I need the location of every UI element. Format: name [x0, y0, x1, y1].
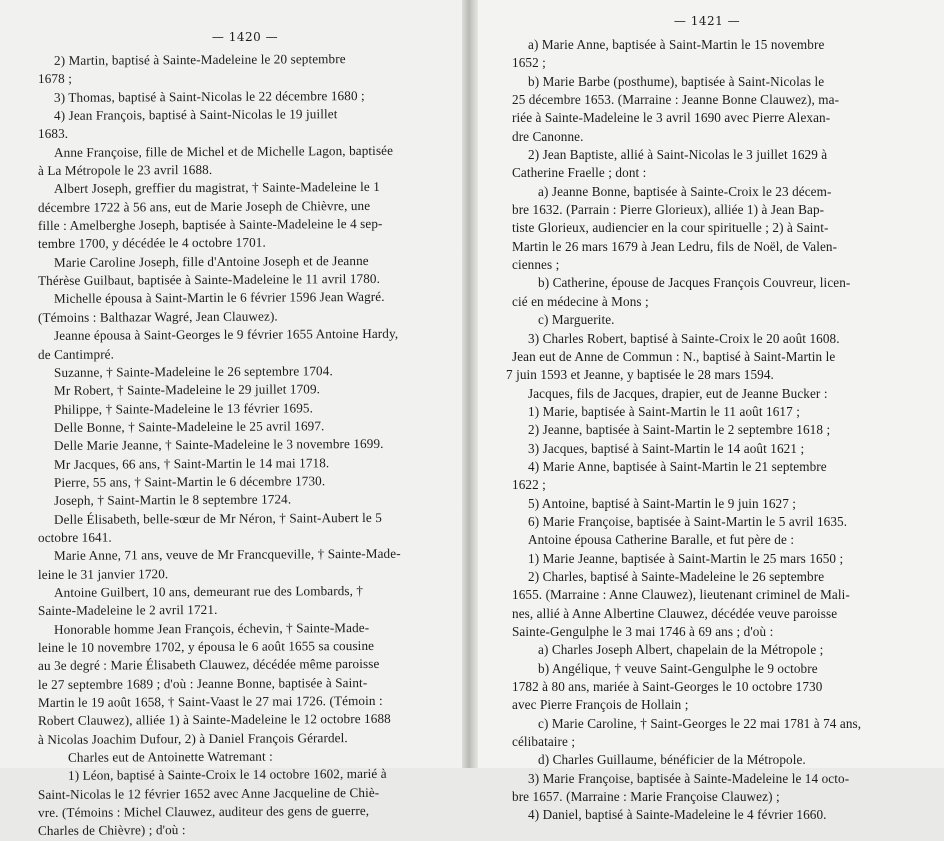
book-gutter: [462, 0, 478, 768]
text-line: vre. (Témoins : Michel Clauwez, auditeur des gens de guerre,: [37, 803, 370, 821]
text-line: Robert Clauwez), alliée 1) à Sainte-Madeleine le 12 octobre 1688: [37, 711, 391, 729]
text-line: 3) Charles Robert, baptisé à Sainte-Croix le 20 août 1608.: [528, 330, 840, 346]
text-line: c) Marie Caroline, † Saint-Georges le 22 mai 1781 à 74 ans,: [538, 715, 862, 731]
text-line: 5) Antoine, baptisé à Saint-Martin le 9 juin 1627 ;: [528, 495, 797, 511]
text-line: a) Marie Anne, baptisée à Saint-Martin le 15 novembre: [528, 37, 825, 52]
text-line: Martin le 26 mars 1679 à Jean Ledru, fils de Noël, de Valen-: [512, 238, 838, 254]
page-number: — 1421 —: [673, 14, 741, 28]
right-page: [470, 0, 944, 823]
text-line: bre 1657. (Marraine : Marie Françoise Clauwez) ;: [512, 789, 780, 805]
text-line: 3) Thomas, baptisé à Saint-Nicolas le 22 décembre 1680 ;: [53, 87, 365, 105]
text-line: Delle Marie Jeanne, † Sainte-Madeleine le 3 novembre 1699.: [53, 436, 384, 454]
text-line: tembre 1700, y décédée le 4 octobre 1701.: [37, 235, 266, 252]
text-line: Charles eut de Antoinette Watremant :: [67, 748, 273, 765]
text-line: bre 1632. (Parrain : Pierre Glorieux), alliée 1) à Jean Bap-: [512, 202, 825, 218]
left-page: [0, 0, 470, 839]
text-line: 1) Marie Jeanne, baptisée à Saint-Martin le 25 mars 1650 ;: [528, 550, 844, 566]
text-line: 1622 ;: [512, 477, 546, 493]
text-line: b) Catherine, épouse de Jacques François Couvreur, licen-: [538, 275, 851, 291]
text-line: 1652 ;: [512, 55, 546, 71]
text-line: dre Canonne.: [512, 128, 584, 144]
text-line: Delle Élisabeth, belle-sœur de Mr Néron, † Saint-Aubert le 5: [53, 509, 382, 527]
text-line: 4) Marie Anne, baptisée à Saint-Martin le 21 septembre: [528, 458, 827, 474]
text-line: Joseph, † Saint-Martin le 8 septembre 1724.: [53, 491, 292, 509]
text-line: Delle Bonne, † Sainte-Madeleine le 25 avril 1697.: [53, 418, 325, 435]
text-line: 1655. (Marraine : Anne Clauwez), lieutenant criminel de Mali-: [512, 587, 850, 603]
text-line: c) Marguerite.: [538, 312, 615, 328]
text-line: 1) Léon, baptisé à Sainte-Croix le 14 octobre 1602, marié à: [67, 766, 387, 784]
text-line: avec Pierre François de Hollain ;: [512, 697, 689, 713]
text-line: 2) Jean Baptiste, allié à Saint-Nicolas le 3 juillet 1629 à: [528, 147, 828, 163]
text-line: Mr Jacques, 66 ans, † Saint-Martin le 14 mai 1718.: [53, 454, 330, 472]
text-line: 1683.: [37, 126, 69, 142]
text-line: ciennes ;: [512, 257, 560, 273]
text-line: tiste Glorieux, audiencier en la cour spirituelle ; 2) à Saint-: [512, 220, 829, 236]
text-line: 7 juin 1593 et Jeanne, y baptisée le 28 mars 1594.: [506, 367, 774, 383]
text-line: Marie Anne, 71 ans, veuve de Mr Francqueville, † Sainte-Made-: [53, 546, 401, 564]
text-line: leine le 31 janvier 1720.: [37, 565, 169, 582]
text-line: à La Métropole le 23 avril 1688.: [37, 161, 213, 179]
text-line: Marie Caroline Joseph, fille d'Antoine Joseph et de Jeanne: [53, 252, 369, 270]
text-line: au 3e degré : Marie Élisabeth Clauwez, décédée même paroisse: [37, 656, 380, 674]
text-line: 2) Martin, baptisé à Sainte-Madeleine le 20 septembre: [53, 51, 346, 68]
text-line: 4) Jean François, baptisé à Saint-Nicolas le 19 juillet: [53, 106, 338, 123]
text-line: 3) Marie Françoise, baptisée à Sainte-Madeleine le 14 octo-: [528, 770, 850, 786]
text-line: leine le 10 novembre 1702, y épousa le 6 août 1655 sa cousine: [37, 637, 375, 655]
text-line: 25 décembre 1653. (Marraine : Jeanne Bonne Clauwez), ma-: [512, 92, 840, 108]
text-line: 1678 ;: [37, 71, 72, 87]
text-line: nes, allié à Anne Albertine Clauwez, décédée veuve paroisse: [512, 605, 838, 621]
text-line: 6) Marie Françoise, baptisée à Saint-Martin le 5 avril 1635.: [528, 513, 848, 529]
text-line: Jacques, fils de Jacques, drapier, eut de Jeanne Bucker :: [528, 385, 828, 401]
text-line: le 27 septembre 1689 ; d'où : Jeanne Bonne, baptisée à Saint-: [37, 674, 368, 692]
page-number: — 1420 —: [211, 30, 279, 44]
text-line: Mr Robert, † Sainte-Madeleine le 29 juillet 1709.: [53, 381, 321, 399]
text-line: riée à Sainte-Madeleine le 3 avril 1690 avec Pierre Alexan-: [512, 110, 831, 126]
text-line: à Nicolas Joachim Dufour, 2) à Daniel François Gérardel.: [37, 729, 348, 747]
page-text: [38, 52, 452, 841]
text-line: octobre 1641.: [37, 529, 112, 545]
text-line: Sainte-Madeleine le 2 avril 1721.: [37, 602, 218, 619]
text-line: 1) Marie, baptisée à Saint-Martin le 11 août 1617 ;: [528, 403, 800, 419]
text-line: Antoine Guilbert, 10 ans, demeurant rue des Lombards, †: [53, 582, 364, 600]
text-line: Catherine Fraelle ; dont :: [512, 165, 647, 181]
text-line: Michelle épousa à Saint-Martin le 6 février 1596 Jean Wagré.: [53, 289, 385, 307]
text-line: Antoine épousa Catherine Baralle, et fut père de :: [528, 532, 795, 548]
text-line: 1782 à 80 ans, mariée à Saint-Georges le 10 octobre 1730: [512, 679, 823, 695]
text-line: b) Angélique, † veuve Saint-Gengulphe le 9 octobre: [538, 660, 818, 676]
text-line: d) Charles Guillaume, bénéficier de la Métropole.: [538, 752, 806, 768]
text-line: Martin le 19 août 1658, † Saint-Vaast le 27 mai 1726. (Témoin :: [37, 692, 383, 711]
text-line: b) Marie Barbe (posthume), baptisée à Saint-Nicolas le: [528, 73, 825, 89]
text-line: de Cantimpré.: [37, 346, 115, 362]
text-line: Honorable homme Jean François, échevin, † Sainte-Made-: [53, 619, 370, 637]
text-line: Suzanne, † Sainte-Madeleine le 26 septembre 1704.: [53, 363, 333, 380]
text-line: Anne Françoise, fille de Michel et de Michelle Lagon, baptisée: [53, 142, 394, 160]
text-line: Sainte-Gengulphe le 3 mai 1746 à 69 ans ; d'où :: [512, 624, 774, 639]
text-line: Jean eut de Anne de Commun : N., baptisé à Saint-Martin le: [512, 348, 836, 364]
text-line: Saint-Nicolas le 12 février 1652 avec Anne Jacqueline de Chiè-: [37, 784, 380, 802]
text-line: cié en médecine à Mons ;: [512, 293, 649, 309]
text-line: a) Charles Joseph Albert, chapelain de la Métropole ;: [538, 642, 824, 658]
text-line: 2) Jeanne, baptisée à Saint-Martin le 2 septembre 1618 ;: [528, 422, 831, 438]
page-text: [506, 36, 902, 825]
text-line: fille : Amelberghe Joseph, baptisée à Sainte-Madeleine le 4 sep-: [37, 215, 383, 234]
text-line: Thérèse Guilbaut, baptisée à Sainte-Madeleine le 11 avril 1780.: [37, 271, 381, 289]
text-line: Pierre, 55 ans, † Saint-Martin le 6 décembre 1730.: [53, 473, 326, 490]
text-line: 2) Charles, baptisé à Sainte-Madeleine le 26 septembre: [528, 568, 825, 584]
text-line: Charles de Chièvre) ; d'où :: [37, 822, 186, 839]
text-line: Philippe, † Sainte-Madeleine le 13 février 1695.: [53, 399, 314, 417]
text-line: 3) Jacques, baptisé à Saint-Martin le 14 août 1621 ;: [528, 440, 805, 456]
text-line: Albert Joseph, greffier du magistrat, † Sainte-Madeleine le 1: [53, 179, 380, 197]
text-line: décembre 1722 à 56 ans, eut de Marie Joseph de Chièvre, une: [37, 197, 371, 215]
text-line: 4) Daniel, baptisé à Sainte-Madeleine le 4 février 1660.: [528, 807, 827, 823]
text-line: (Témoins : Balthazar Wagré, Jean Clauwez).: [37, 308, 278, 325]
text-line: Jeanne épousa à Saint-Georges le 9 février 1655 Antoine Hardy,: [53, 325, 399, 344]
text-line: célibataire ;: [512, 734, 576, 750]
text-line: a) Jeanne Bonne, baptisée à Sainte-Croix le 23 décem-: [538, 183, 832, 199]
